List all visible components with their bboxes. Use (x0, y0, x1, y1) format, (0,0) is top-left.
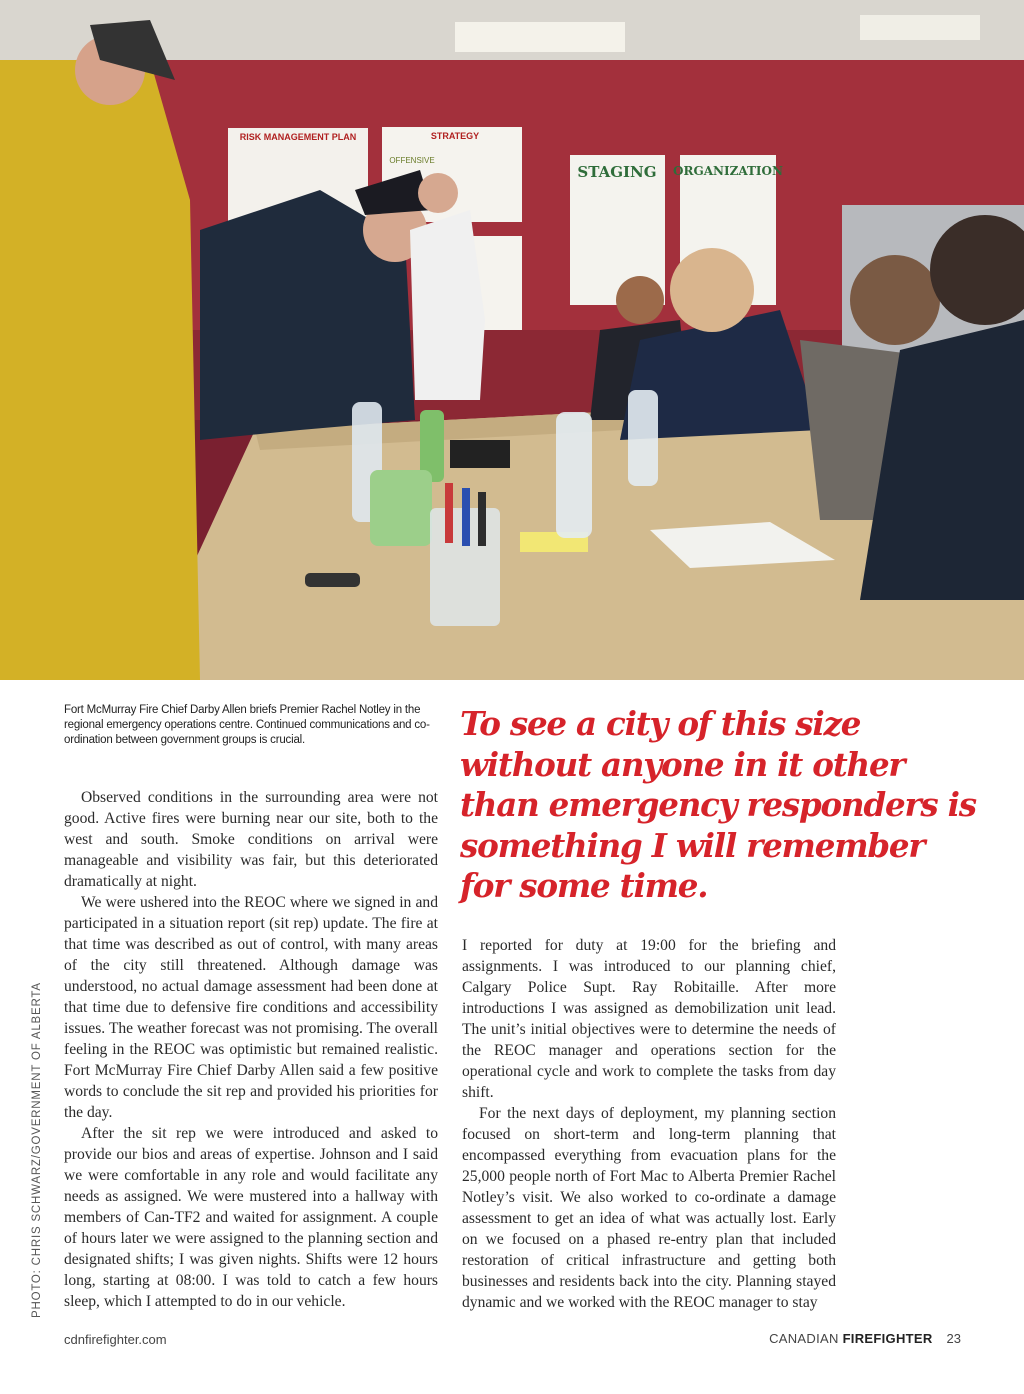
article-photo (0, 0, 1024, 680)
pull-quote: To see a city of this size without anyone in it other than emergency responders is something I will remember for some time. (460, 704, 976, 905)
paragraph: After the sit rep we were introduced and asked to provide our bios and areas of expertise. Johnson and I said we were comfortable in any role and would facilitate any needs as assigned. We were mustered into a hallway with members of Can-TF2 and waited for assignment. A couple of hours later we were assigned to the planning section and designated shifts; I was given nights. Shifts were 12 hours long, starting at 08:00. I was told to catch a few hours sleep, which I attempted to do in our vehicle. (64, 1125, 438, 1310)
article-column-left (64, 787, 438, 1312)
page-number: 23 (946, 1331, 961, 1346)
poster-strategy-title: STRATEGY (430, 131, 480, 141)
running-footer (769, 1331, 961, 1346)
article-column-right (462, 935, 836, 1313)
poster-staging-title: STAGING (577, 163, 657, 181)
poster-organization-title: ORGANIZATION (673, 164, 783, 178)
paragraph: Observed conditions in the surrounding area were not good. Active fires were burning near our site, both to the west and south. Smoke conditions on arrival were manageable and visibility was fair, but this deteriorated dramatically at night. (64, 789, 438, 890)
poster-offensive-label: OFFENSIVE (389, 156, 435, 165)
paragraph: We were ushered into the REOC where we signed in and participated in a situation report (sit rep) update. The fire at that time was described as out of control, with many areas of the city still threatened. Although damage was understood, no actual damage assessment had been done at that time due to defensive fire conditions and accessibility issues. The weather forecast was not promising. The overall feeling in the REOC was optimistic but remained realistic. Fort McMurray Fire Chief Darby Allen said a few positive words to conclude the sit rep and provided his priorities for the day. (64, 894, 438, 1121)
photo-caption: Fort McMurray Fire Chief Darby Allen briefs Premier Rachel Notley in the regional emergency operations centre. Continued communications and co-ordination between government groups is crucial. (64, 704, 430, 746)
magazine-name (769, 1331, 932, 1346)
magazine-name-bold: FIREFIGHTER (842, 1331, 933, 1346)
photo-credit: PHOTO: CHRIS SCHWARZ/GOVERNMENT OF ALBERTA (31, 982, 43, 1318)
magazine-name-light: CANADIAN (769, 1331, 839, 1346)
paragraph: For the next days of deployment, my planning section focused on short-term and long-term planning that encompassed everything from evacuation plans for the 25,000 people north of Fort Mac to Alberta Premier Rachel Notley’s visit. We also worked to co-ordinate a damage assessment to get an idea of what was actually lost. Early on we focused on a phased re-entry plan that included restoration of critical infrastructure and getting both businesses and residents back into the city. Planning stayed dynamic and we worked with the REOC manager to stay (462, 1105, 836, 1311)
emergency-operations-centre-photo (0, 0, 1024, 680)
website-url: cdnfirefighter.com (64, 1332, 167, 1347)
paragraph: I reported for duty at 19:00 for the briefing and assignments. I was introduced to our planning chief, Calgary Police Supt. Ray Robitaille. After more introductions I was assigned as demobilization unit lead. The unit’s initial objectives were to determine the needs of the REOC manager and operations section for the operational cycle and work to complete the tasks from day shift. (462, 937, 836, 1101)
poster-risk-title: RISK MANAGEMENT PLAN (239, 132, 357, 142)
